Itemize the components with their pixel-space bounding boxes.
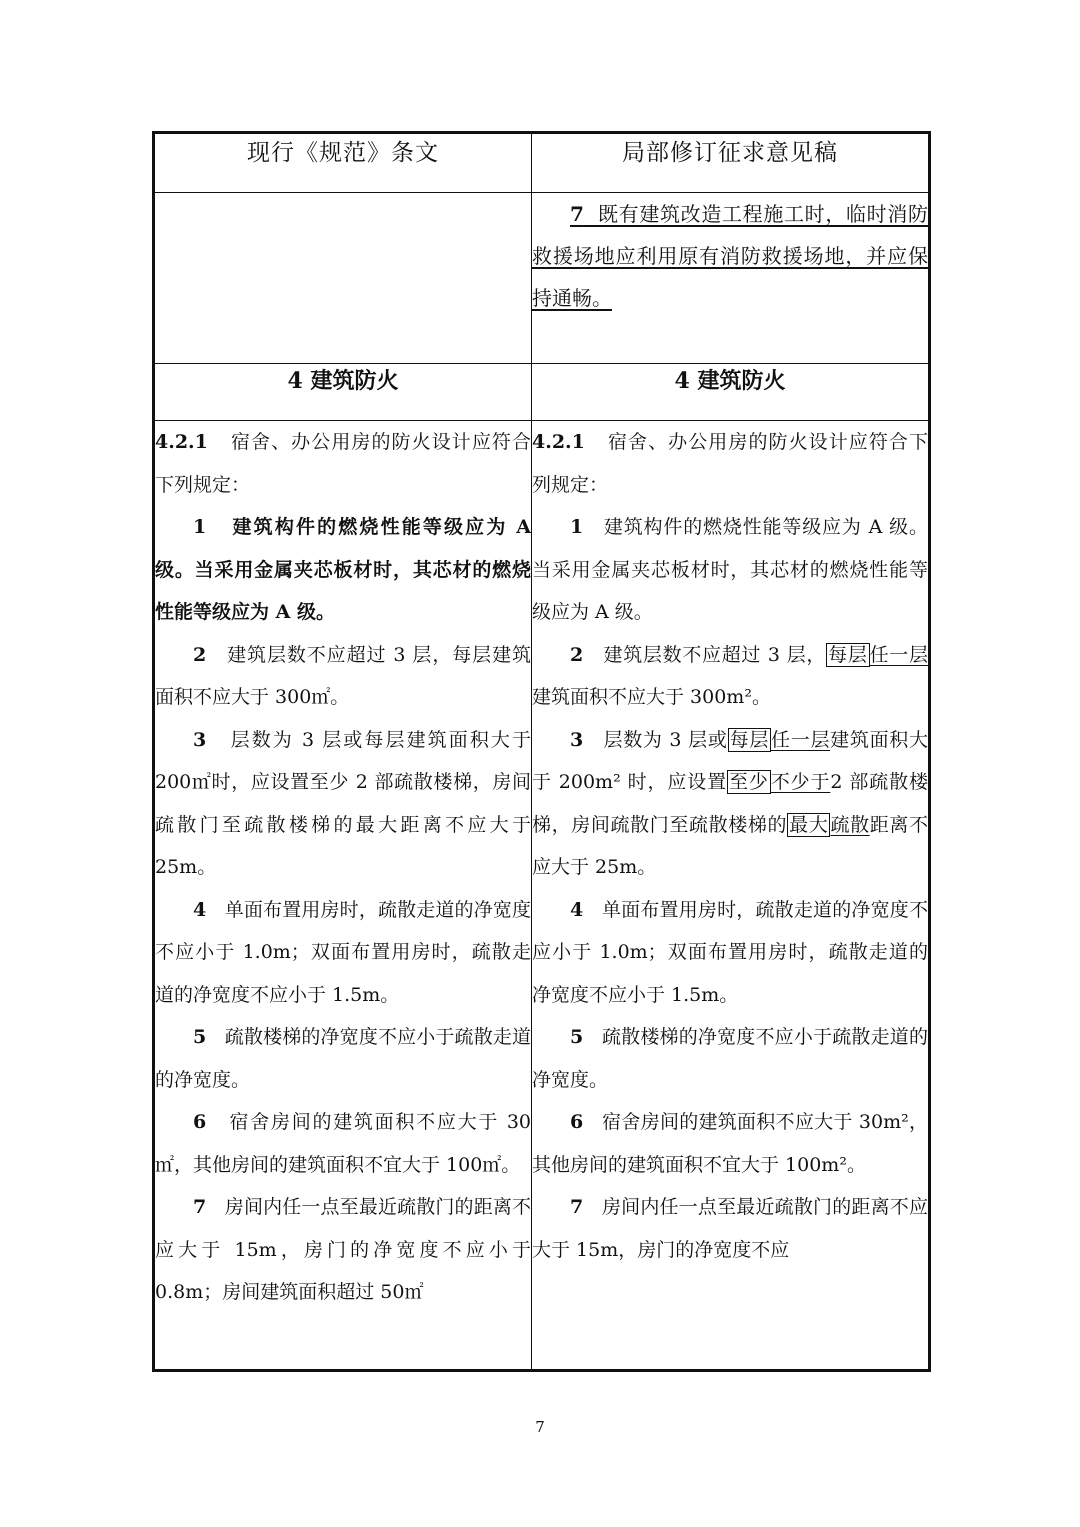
item-text: 建筑构件的燃烧性能等级应为 A 级。当采用金属夹芯板材时，其芯材的燃烧性能等级应为 A 级。 [532,516,928,623]
item-text: 距离不应大于 25m。 [532,813,928,878]
continued-item-7 [532,193,928,319]
list-item [155,1186,531,1314]
header-revision-draft: 局部修订征求意见稿 [532,133,930,193]
item-number: 4 [570,898,584,921]
item-text: 单面布置用房时，疏散走道的净宽度不应小于 1.0m；双面布置用房时，疏散走道的净宽度不应小于 1.5m。 [532,898,928,1006]
item-text: 疏散楼梯的净宽度不应小于疏散走道的净宽度。 [155,1026,531,1091]
item-text: 建筑层数不应超过 3 层，每层建筑面积不应大于 300㎡。 [155,643,532,708]
item-number: 3 [570,728,584,751]
list-item [532,1016,928,1101]
list-item [155,506,531,634]
clause-number: 4.2.1 [155,431,208,453]
list-item [532,1186,928,1271]
deleted-text-box: 每层 [729,728,770,751]
item-text: 宿舍房间的建筑面积不应大于 30m²，其他房间的建筑面积不宜大于 100m²。 [532,1111,928,1176]
item-number: 1 [570,516,584,538]
item-text: 建筑构件的燃烧性能等级应为 A 级。当采用金属夹芯板材时，其芯材的燃烧性能等级应为 A 级。 [155,516,531,623]
continued-revision-cell [532,193,930,364]
list-item [155,889,531,1017]
section-title-current: 4 建筑防火 [154,364,532,421]
continued-current-cell [154,193,532,364]
list-item [155,634,531,719]
item-number: 7 [570,202,584,226]
item-number: 6 [193,1111,207,1133]
list-item [532,506,928,634]
list-item [532,1101,928,1186]
deleted-text-box: 最大 [789,813,829,836]
table-header-row [154,133,930,193]
revision-clause-cell [532,421,930,1371]
item-text: 建筑层数不应超过 3 层， [603,643,827,666]
current-clause-cell [154,421,532,1371]
inserted-text: 任一层 [869,643,928,666]
item-text: 疏散楼梯的净宽度不应小于疏散走道的净宽度。 [532,1026,928,1091]
item-text: 层数为 3 层或每层建筑面积大于 200㎡时，应设置至少 2 部疏散楼梯，房间疏散门至疏散楼梯的最大距离不应大于 25m。 [155,728,532,878]
item-number: 2 [570,643,584,666]
item-number: 5 [570,1026,584,1048]
list-item [532,889,928,1017]
item-text: 2 部疏散楼梯，房间疏散门至疏散楼梯的 [532,771,928,836]
item-text: 层数为 3 层或 [603,728,728,751]
clause-number: 4.2.1 [532,431,585,453]
comparison-table [152,131,931,1372]
clause-heading [532,421,928,506]
clause-text: 宿舍、办公用房的防火设计应符合下列规定： [532,431,928,496]
item-text: 建筑面积大于 200m² 时，应设置 [532,728,928,793]
item-text: 房间内任一点至最近疏散门的距离不应大于 15m，房门的净宽度不应小于 0.8m；房间建筑面积超过 50㎡ [155,1196,531,1303]
header-current-clause: 现行《规范》条文 [154,133,532,193]
deleted-text-box: 每层 [828,643,868,666]
item-text: 房间内任一点至最近疏散门的距离不应大于 15m，房门的净宽度不应 [532,1196,928,1261]
item-text: 单面布置用房时，疏散走道的净宽度不应小于 1.0m；双面布置用房时，疏散走道的净宽度不应小于 1.5m。 [155,898,531,1006]
table-row-clause-4-2-1 [154,421,930,1371]
list-item [155,719,531,889]
item-number: 3 [193,728,207,751]
list-item [155,1016,531,1101]
item-number: 7 [193,1196,207,1218]
list-item [155,1101,531,1186]
page-number: 7 [535,1418,545,1436]
item-text: 宿舍房间的建筑面积不应大于 30㎡，其他房间的建筑面积不宜大于 100㎡。 [155,1111,531,1176]
item-number: 7 [570,1196,584,1218]
table-section-row [154,364,930,421]
list-item [532,719,928,889]
item-number: 4 [193,898,207,921]
inserted-text: 疏散 [830,813,870,836]
item-number: 2 [193,643,207,666]
clause-text: 宿舍、办公用房的防火设计应符合下列规定： [155,431,531,496]
item-number: 5 [193,1026,207,1048]
list-item [532,634,928,719]
deleted-text-box: 至少 [728,771,769,793]
inserted-text: 不少于 [770,771,831,793]
inserted-text: 任一层 [771,728,831,751]
section-title-revision: 4 建筑防火 [532,364,930,421]
item-text: 建筑面积不应大于 300m²。 [532,686,771,708]
table-row-continued [154,193,930,364]
item-number: 6 [570,1111,584,1133]
clause-heading [155,421,531,506]
item-number: 1 [193,516,207,538]
item-text: 既有建筑改造工程施工时，临时消防救援场地应利用原有消防救援场地，并应保持通畅。 [532,202,929,310]
